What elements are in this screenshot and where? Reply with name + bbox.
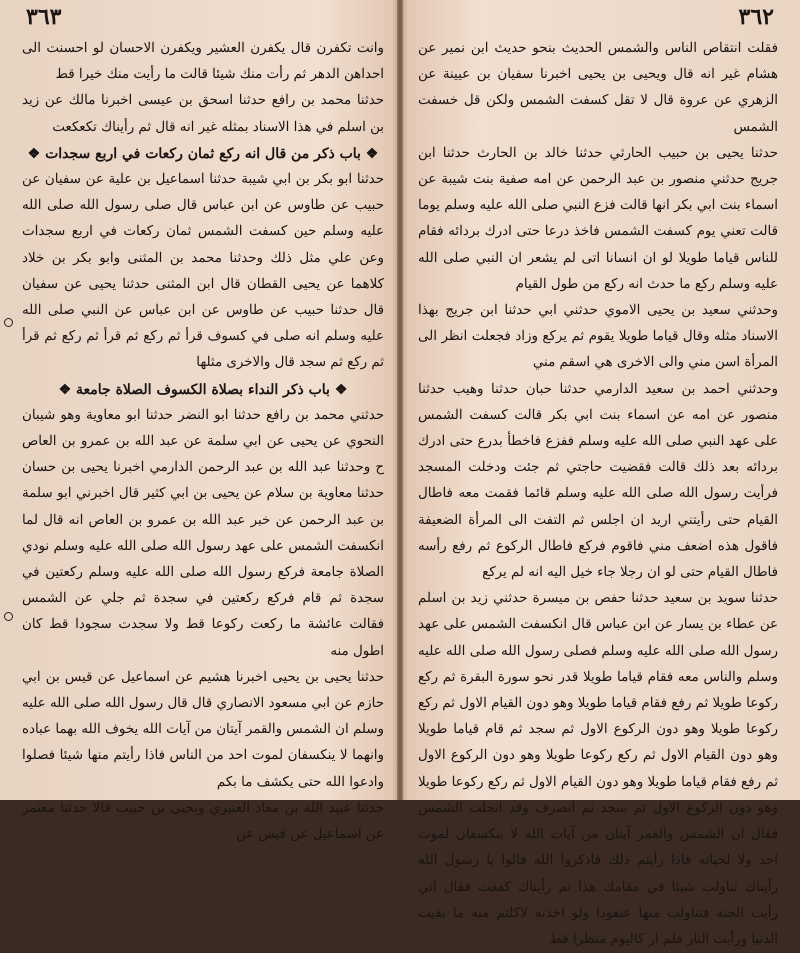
right-page [402, 0, 800, 947]
paragraph: وانت تكفرن قال يكفرن العشير ويكفرن الاحسان لو احسنت الى احداهن الدهر ثم رأت منك شيئا قالت ما رأيت منك خيرا قط [22, 41, 384, 83]
paragraph: وحدثني احمد بن سعيد الدارمي حدثنا حبان حدثنا وهيب حدثنا منصور عن امه عن اسماء بنت ابي بكر قالت كسفت الشمس على عهد النبي صلى الله عليه وسلم ففزع فاخطأ بدرع حتى ادرك بردائه بعد ذلك قالت فقضيت حاجتي ثم جئت ودخلت المسجد فرأيت رسول الله صلى الله عليه وسلم قائما فقمت معه فاطال القيام حتى رأيتني اريد ان اجلس ثم التفت الى المرأة الضعيفة فاقول هذه اضعف مني فاقوم فركع فاطال الركوع ثم رفع رأسه فاطال القيام حتى لو ان رجلا جاء خيل اليه انه لم يركع [418, 381, 778, 581]
left-page-number: ٣٦٣ [26, 4, 62, 30]
paragraph: وحدثني سعيد بن يحيى الاموي حدثني ابي حدثنا ابن جريج بهذا الاسناد مثله وقال قياما طويلا يقوم ثم يركع وزاد فجعلت انظر الى المرأة اسن مني والى الاخرى هي اسقم مني [418, 303, 778, 371]
margin-circle-icon [4, 612, 13, 621]
chapter-heading: ❖ باب ذكر النداء بصلاة الكسوف الصلاة جامعة ❖ [22, 377, 384, 403]
paragraph: حدثنا يحيى بن يحيى اخبرنا هشيم عن اسماعيل عن قيس بن ابي حازم عن ابي مسعود الانصاري قال قال رسول الله صلى الله عليه وسلم ان الشمس والقمر آيتان من آيات الله يخوف الله بهما عباده وانهما لا ينكسفان لموت احد من الناس فاذا رأيتم منها شيئا فصلوا وادعوا الله حتى يكشف ما بكم [22, 669, 384, 790]
margin-circle-icon [4, 318, 13, 327]
paragraph: حدثني محمد بن رافع حدثنا ابو النضر حدثنا ابو معاوية وهو شيبان النحوي عن يحيى عن ابي سلمة عن عبد الله بن عمرو بن العاص ح وحدثنا عبد الله بن عبد الرحمن الدارمي اخبرنا يحيى بن حسان حدثنا معاوية بن سلام عن يحيى بن ابي كثير قال اخبرني ابو سلمة بن عبد الرحمن عن خبر عبد الله بن عمرو بن العاص انه قال لما انكسفت الشمس على عهد رسول الله صلى الله عليه وسلم نودي الصلاة جامعة فركع رسول الله صلى الله عليه وسلم ركعتين في سجدة ثم قام فركع ركعتين في سجدة ثم جلي عن الشمس فقالت عائشة ما ركعت ركوعا قط ولا سجدت سجودا قط كان اطول منه [22, 407, 384, 659]
paragraph: حدثنا يحيى بن حبيب الحارثي حدثنا خالد بن الحارث حدثنا ابن جريج حدثني منصور بن عبد الرحمن عن امه صفية بنت شيبة عن اسماء بنت ابي بكر انها قالت فزع النبي صلى الله عليه وسلم يوما قالت تعني يوم كسفت الشمس فاخذ درعا حتى ادرك بردائه فقام للناس قياما طويلا لو ان انسانا اتى لم يشعر ان النبي صلى الله عليه وسلم ركع ما حدث انه ركع من طول القيام [418, 145, 778, 292]
right-page-number: ٣٦٢ [738, 4, 774, 30]
paragraph: فقلت انتقاص الناس والشمس الحديث بنحو حديث ابن نمير عن هشام غير انه قال ويحيى بن يحيى اخبرنا سفيان بن عيينة عن الزهري عن عروة قال لا تقل كسفت الشمس ولكن قل خسفت الشمس [418, 41, 778, 135]
paragraph: حدثنا ابو بكر بن ابي شيبة حدثنا اسماعيل بن علية عن سفيان عن حبيب عن طاوس عن ابن عباس قال صلى رسول الله صلى الله عليه وسلم حين كسفت الشمس ثمان ركعات في اربع سجدات وعن علي مثل ذلك وحدثنا محمد بن المثنى وابو بكر بن خلاد كلاهما عن يحيى القطان قال ابن المثنى حدثنا يحيى عن سفيان قال حدثنا حبيب عن طاوس عن ابن عباس عن النبي صلى الله عليه وسلم انه صلى في كسوف قرأ ثم ركع ثم قرأ ثم ركع ثم قرأ ثم ركع ثم سجد قال والاخرى مثلها [22, 172, 384, 371]
paragraph: حدثنا محمد بن رافع حدثنا اسحق بن عيسى اخبرنا مالك عن زيد بن اسلم في هذا الاسناد بمثله غير انه قال ثم رأيناك تكعكعت [22, 93, 384, 135]
left-page [0, 0, 398, 843]
paragraph: حدثنا سويد بن سعيد حدثنا حفص بن ميسرة حدثني زيد بن اسلم عن عطاء بن يسار عن ابن عباس قال انكسفت الشمس على عهد رسول الله صلى الله عليه وسلم فصلى رسول الله صلى الله عليه وسلم والناس معه فقام قياما طويلا قدر نحو سورة البقرة ثم ركع ركوعا طويلا ثم رفع فقام قياما طويلا وهو دون القيام الاول ثم ركع ركوعا طويلا وهو دون الركوع الاول ثم سجد ثم قام قياما طويلا وهو دون القيام الاول ثم ركع ركوعا طويلا وهو دون الركوع الاول ثم رفع فقام قياما طويلا وهو دون القيام الاول ثم ركع ركوعا طويلا وهو دون الركوع الاول ثم سجد ثم انصرف وقد انجلت الشمس فقال ان الشمس والقمر آيتان من آيات الله لا ينكسفان لموت احد ولا لحياته فاذا رأيتم ذلك فاذكروا الله قالوا يا رسول الله رأيناك تناولت شيئا في مقامك هذا ثم رأيناك كففت فقال اني رأيت الجنة فتناولت منها عنقودا ولو اخذته لاكلتم منه ما بقيت الدنيا ورأيت النار فلم ار كاليوم منظرا قط [418, 591, 778, 947]
chapter-heading: ❖ باب ذكر من قال انه ركع ثمان ركعات في اربع سجدات ❖ [22, 141, 384, 167]
left-page-text [22, 36, 384, 843]
right-page-text [418, 36, 778, 947]
paragraph: حدثنا عبيد الله بن معاذ العنبري ويحيى بن حبيب قالا حدثنا معتمر عن اسماعيل عن قيس عن [22, 800, 384, 843]
